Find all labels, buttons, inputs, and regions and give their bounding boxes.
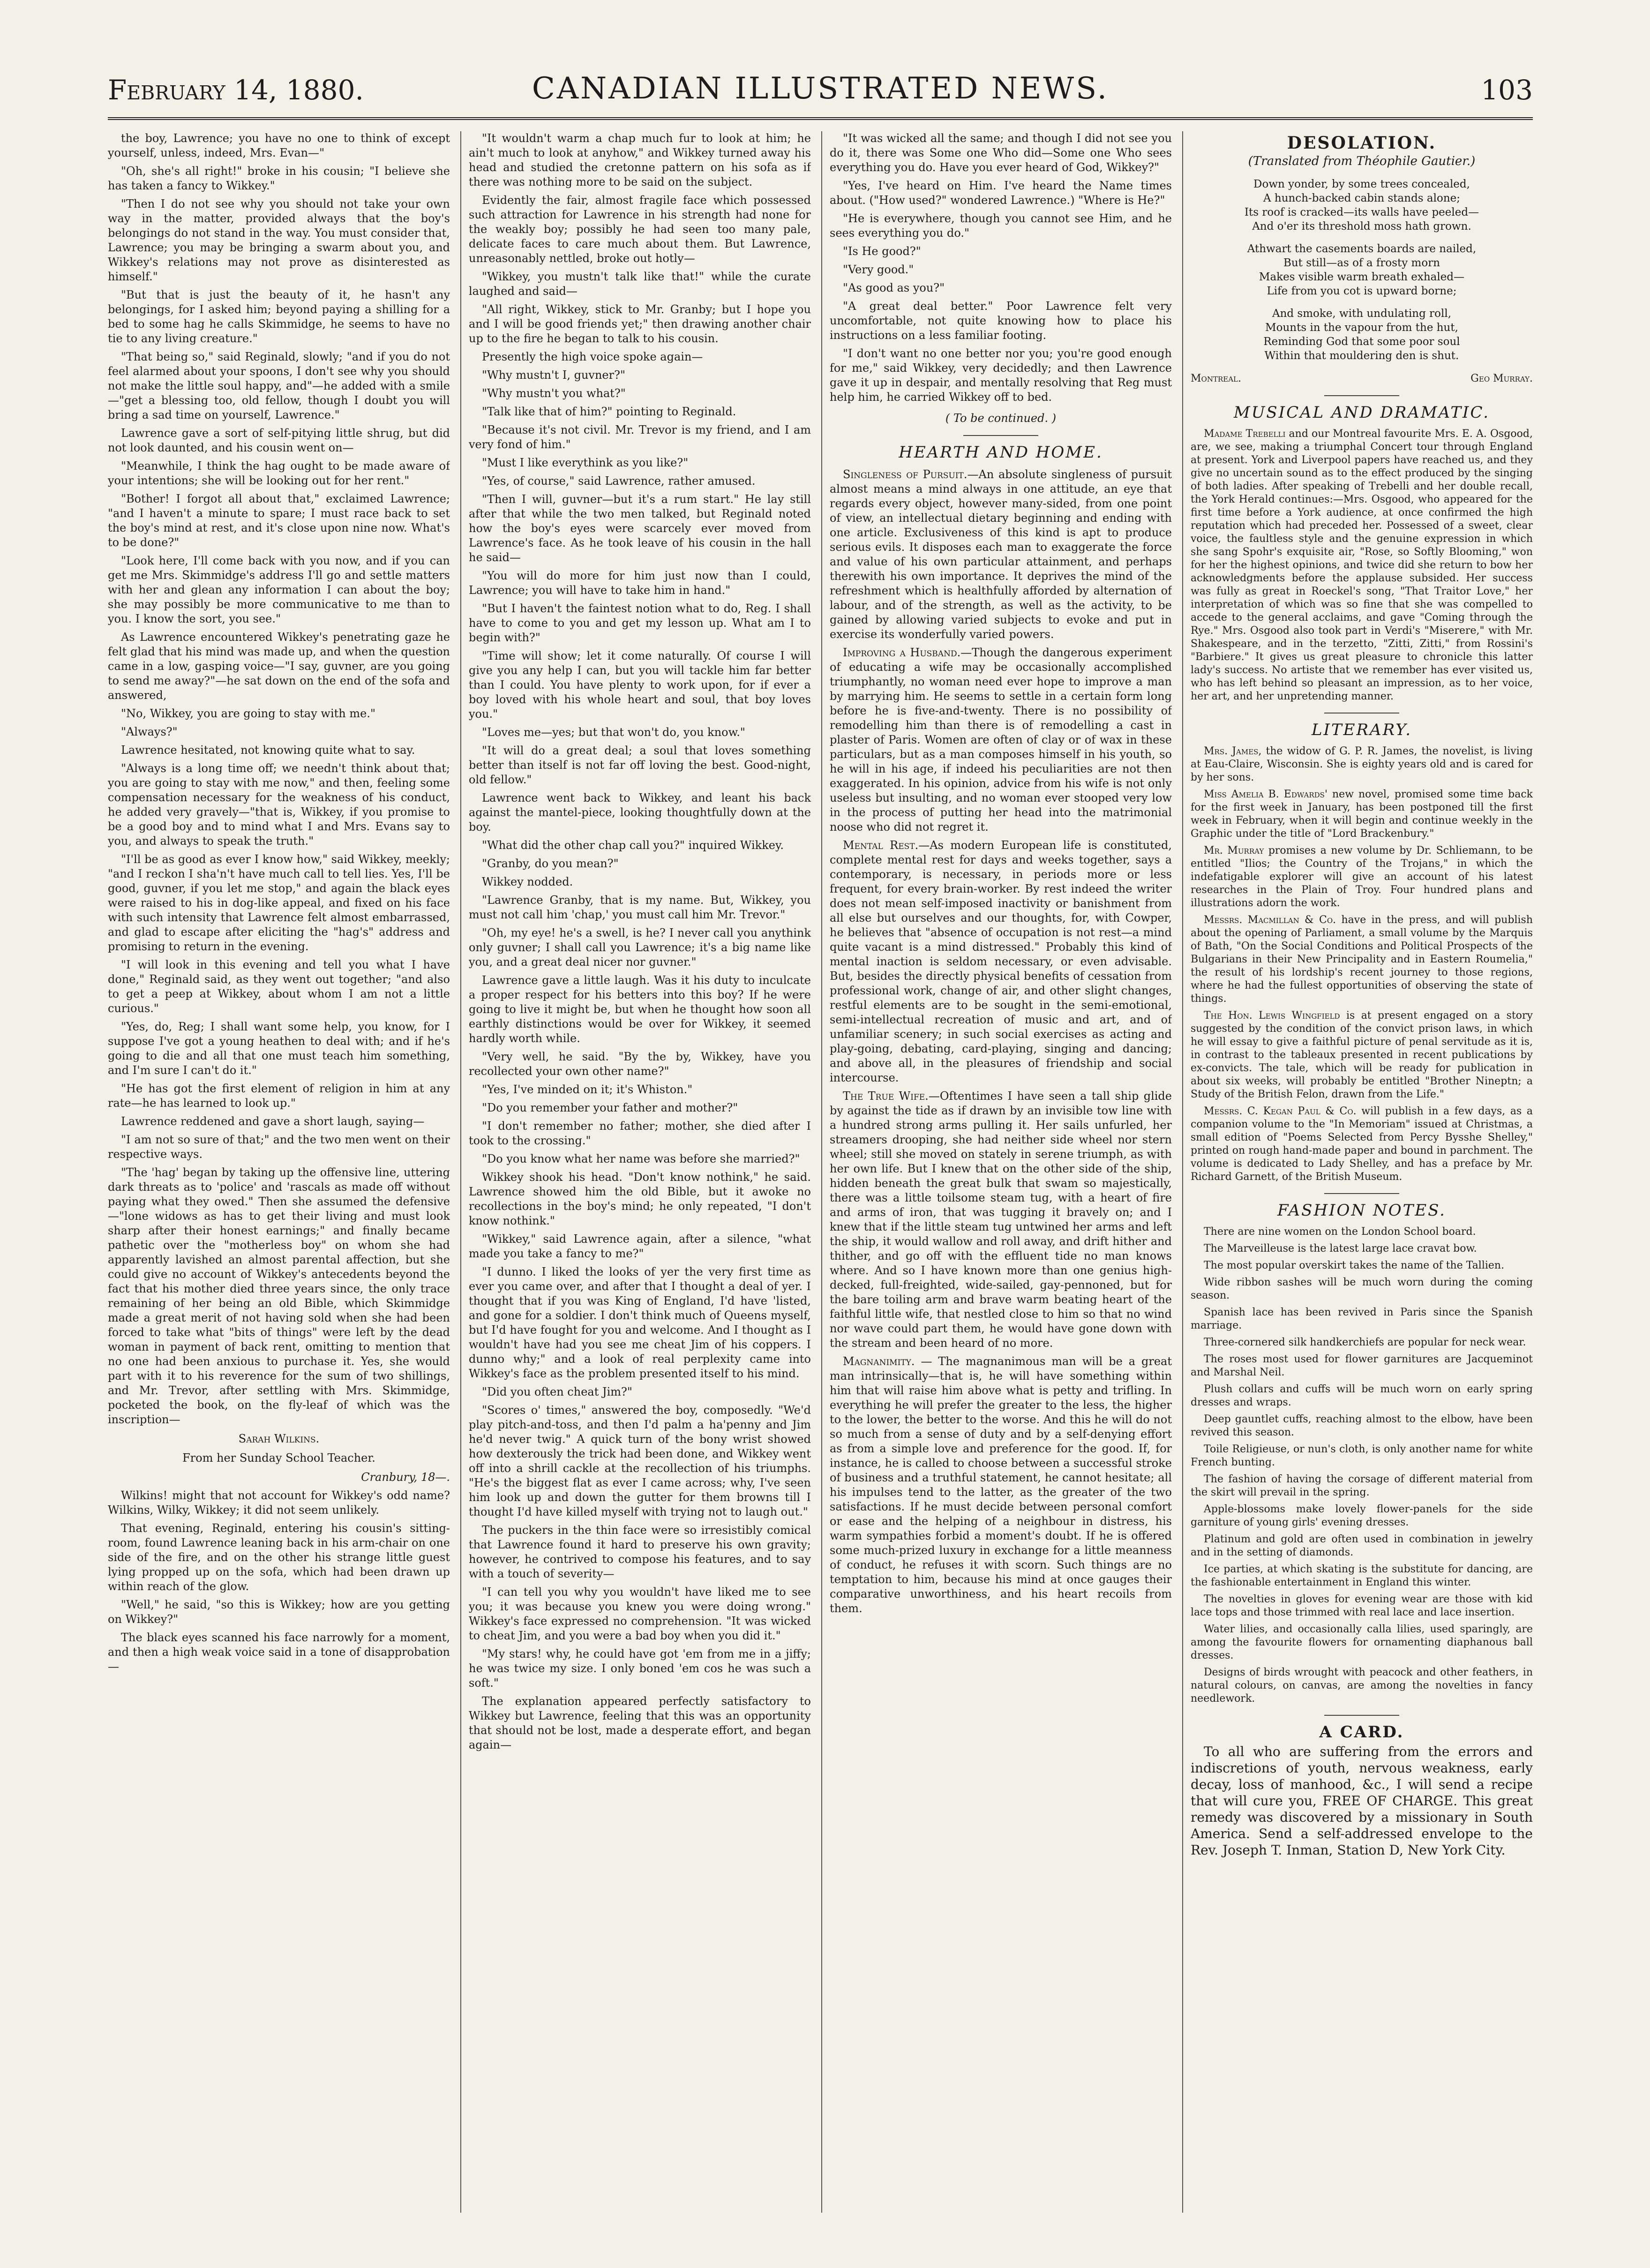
paragraph: "Yes, I've minded on it; it's Whiston." — [482, 1083, 693, 1096]
fashion-item: Water lilies, and occasionally calla lilies, used sparingly, are among the favourite flowers for ornamenting diaphanous ball dresses. — [1191, 1623, 1533, 1661]
paragraph: "Meanwhile, I think the hag ought to be made aware of your intentions; she will be looking out for her rent." — [108, 459, 450, 487]
hearth-text: — The magnanimous man will be a great man intrinsically—that is, he will have something within him that will raise him above what is petty and trifling. In everything he will prefer the greater to the less, the higher to the lower, the better to the worse. And this he will do not so much from a sense of duty and by a self-denying effort as from a simple love and preference for the good. If, for instance, he is called to choose between a successful stroke of business and a truthful statement, he cannot hesitate; all his impulses tend to the latter, as the greater of the two satisfactions. If he must decide between personal comfort or ease and the helping of a neighbour in distress, his warm sympathies forbid a moment's doubt. If he is offered some much-prized luxury in exchange for a little meanness of conduct, he refuses it with scorn. Such things are no temptation to him, because his mind at once gauges their comparative unworthiness, and his heart recoils from them. — [830, 1355, 1172, 1615]
poem-stanza — [1191, 242, 1533, 298]
literary-item — [1191, 914, 1533, 1006]
fashion-item: Deep gauntlet cuffs, reaching almost to the elbow, have been revived this season. — [1191, 1413, 1533, 1438]
story-continuation — [108, 131, 450, 1427]
hearth-item — [830, 1089, 1172, 1351]
hearth-text: —Though the dangerous experiment of educating a wife may be occasionally accomplished triumphantly, no woman need ever hope to improve a man by marrying him. He seems to settle in a certain form long before he is five-and-twenty. There is no possibility of remodelling him than there is of remodelling a cast in plaster of Paris. Women are often of clay or of wax in these particulars, but as a man composes himself in his youth, so he will in his age, if indeed his peculiarities are not then exaggerated. In his opinion, advice from his wife is not only useless but insulting, and no woman ever stooped very low in the process of putting her head into the matrimonial noose who did not regret it. — [830, 646, 1172, 834]
musical-text: and our Montreal favourite Mrs. E. A. Osgood, are, we see, making a triumphal Concert tour through England at present. York and Liverpool papers have reached us, and they give no uncertain sound as to the effect produced by the singing of both ladies. After speaking of Trebelli and her double recall, the York Herald continues:—Mrs. Osgood, who appeared for the first time before a York audience, at once confirmed the high reputation which had preceded her. Possessed of a sweet, clear voice, the faultless style and the genuine expression in which she sang Spohr's exquisite air, "Rose, so Softly Blooming," won for her the highest opinions, and twice did she return to bow her acknowledgments before the applause subsided. Her success was fully as great in Roeckel's song, "That Traitor Love," her interpretation of which was so fine that she was compelled to accede to the general acclaims, and gave "Coming through the Rye." Mrs. Osgood also took part in Verdi's "Miserere," with Mr. Shakespeare, and in the terzetto, "Zitti, Zitti," from Rossini's "Barbiere." It gives us great pleasure to chronicle this latter lady's success. No artiste that we remember has ever visited us, who has left behind so pleasant an impression, as to her voice, her art, and her unpretending manner. — [1191, 428, 1533, 702]
paragraph: "Because it's not civil. Mr. Trevor is my friend, and I am very fond of him." — [469, 423, 811, 451]
paragraph: The black eyes scanned his face narrowly for a moment, and then a high weak voice said in a tone of disapprobation— — [108, 1631, 450, 1673]
fashion-item: Platinum and gold are often used in combination in jewelry and in the setting of diamonds. — [1191, 1533, 1533, 1558]
literary-lead: Messrs. Macmillan & Co. — [1204, 914, 1336, 926]
poem-title: DESOLATION. — [1287, 133, 1437, 153]
paragraph: "Do you remember your father and mother?" — [482, 1101, 738, 1114]
paragraph: "It was wicked all the same; and though I did not see you do it, there was Some one Who did—Some one Who sees everything you do. Have you ever heard of God, Wikkey?" — [830, 132, 1172, 174]
hearth-lead: Mental Rest. — [843, 839, 919, 852]
paragraph: "I can tell you why you wouldn't have liked me to see you; it was because you knew you were doing wrong." Wikkey's face expressed no comprehension. "It was wicked to cheat Jim, and you were a bad boy when you did it." — [469, 1585, 811, 1642]
poem-line: Athwart the casements boards are nailed, — [1247, 243, 1477, 255]
hearth-item — [830, 646, 1172, 834]
paragraph: "Very well, he said. "By the by, Wikkey, have you recollected your own other name?" — [469, 1050, 811, 1078]
fashion-item: The fashion of having the corsage of different material from the skirt will prevail in the spring. — [1191, 1473, 1533, 1498]
column-rule — [1182, 131, 1183, 2213]
paragraph: "I am not so sure of that;" and the two men went on their respective ways. — [108, 1133, 450, 1161]
paragraph: As Lawrence encountered Wikkey's penetrating gaze he felt glad that his mind was made up, and when the question came in a low, gasping voice—"I say, guvner, are you going to send me away?"—he sat down on the end of the sofa and answered, — [108, 631, 450, 702]
literary-lead: Mr. Murray — [1204, 845, 1264, 856]
poem-stanza — [1191, 307, 1533, 363]
poem-line: A hunch-backed cabin stands alone; — [1263, 192, 1461, 204]
poem-line: Mounts in the vapour from the hut, — [1265, 322, 1458, 334]
poem-footer — [1191, 371, 1533, 386]
literary-lead: Miss Amelia B. Edwards' — [1204, 789, 1328, 800]
poem-line: Down yonder, by some trees concealed, — [1253, 178, 1470, 190]
paragraph: "Did you often cheat Jim?" — [482, 1385, 632, 1398]
paragraph: "Loves me—yes; but that won't do, you know." — [482, 726, 745, 739]
hearth-items — [830, 467, 1172, 1616]
paragraph: "That being so," said Reginald, slowly; "and if you do not feel alarmed about your spoons, I don't see why you should not make the little soul happy, and"—he added with a smile—"get a blessing too, old fellow, though I doubt you will bring a sad time on yourself, Lawrence." — [108, 350, 450, 421]
literary-lead: The Hon. Lewis Wingfield — [1204, 1010, 1340, 1021]
paragraph: "Yes, of course," said Lawrence, rather amused. — [482, 474, 756, 488]
hearth-item — [830, 1354, 1172, 1616]
literary-text: new novel, promised some time back for the first week in January, has been postponed till the first week in February, when it will begin and continue weekly in the Graphic under the title of "Lord Brackenbury." — [1191, 789, 1533, 840]
paragraph: "No, Wikkey, you are going to stay with me." — [121, 707, 375, 720]
fashion-item: Plush collars and cuffs will be much worn on early spring dresses and wraps. — [1191, 1383, 1533, 1408]
divider — [1324, 1193, 1399, 1194]
inscription-from: From her Sunday School Teacher. — [182, 1451, 375, 1464]
issue-date: February 14, 1880. — [108, 74, 364, 106]
paragraph: The puckers in the thin face were so irresistibly comical that Lawrence found it hard to preserve his own gravity; however, he contrived to compose his features, and to say with a touch of severity— — [469, 1524, 811, 1580]
poem-line: And smoke, with undulating roll, — [1272, 308, 1452, 320]
musical-heading: MUSICAL AND DRAMATIC. — [1233, 403, 1490, 422]
divider — [963, 435, 1038, 436]
column-4 — [1191, 131, 1533, 2213]
story-paragraphs — [469, 131, 811, 1752]
paragraph: Lawrence hesitated, not knowing quite what to say. — [121, 743, 415, 757]
paragraph: "Then I do not see why you should not take your own way in the matter, provided always that the boy's belongings do not stand in the way. You must consider that, Lawrence; you may be bringing a swarm about you, and Wikkey's relations may not prove as disinterested as himself." — [108, 197, 450, 283]
literary-text: have in the press, and will publish about the opening of Parliament, a small volume by the Marquis of Bath, "On the Social Conditions and Political Prospects of the Bulgarians in their New Principality and in Eastern Roumelia," the result of his lordship's recent journey to those regions, where he had the fullest opportunities of observing the state of things. — [1191, 914, 1533, 1005]
paragraph: "It wouldn't warm a chap much fur to look at him; he ain't much to look at anyhow," and Wikkey turned away his head and studied the cretonne pattern on his sofa as if there was nothing more to be said on the subject. — [469, 132, 811, 188]
column-1 — [108, 131, 450, 2213]
paragraph: "He is everywhere, though you cannot see Him, and he sees everything you do." — [830, 212, 1172, 240]
hearth-text: —As modern European life is constituted, complete mental rest for days and weeks together, says a contemporary, is necessary, in periods more or less frequent, for every brain-worker. By rest indeed the writer does not mean self-imposed inactivity or banishment from all else but ourselves and our thoughts, for, with Cowper, he believes that "absence of occupation is not rest—a mind quite vacant is a mind distressed." Probably this kind of mental inaction is seldom necessary, or even advisable. But, besides the directly physical benefits of cessation from professional work, change of air, and other slight changes, restful elements are to be sought in the semi-emotional, semi-intellectual recreation of music and art, and of unfamiliar scenery; in such social exercises as acting and play-going, debating, card-playing, singing and dancing; and above all, in the pleasures of friendship and social intercourse. — [830, 839, 1172, 1084]
paragraph: "Granby, do you mean?" — [482, 857, 619, 870]
literary-item — [1191, 788, 1533, 841]
paragraph: "Well," he said, "so this is Wikkey; how are you getting on Wikkey?" — [108, 1598, 450, 1626]
fashion-item: There are nine women on the London School board. — [1204, 1226, 1476, 1238]
literary-text: promises a new volume by Dr. Schliemann, to be entitled "Ilios; the Country of the Trojans," in which the indefatigable explorer will give an account of his latest researches in the Plain of Troy. Four hundred plans and illustrations adorn the work. — [1191, 845, 1533, 909]
musical-article — [1191, 428, 1533, 703]
paragraph: "It will do a great deal; a soul that loves something better than itself is not far off loving the best. Good-night, old fellow." — [469, 744, 811, 786]
paragraph: "Oh, she's all right!" broke in his cousin; "I believe she has taken a fancy to Wikkey." — [108, 165, 450, 192]
paragraph: Wikkey shook his head. "Don't know nothink," he said. Lawrence showed him the old Bible, but it awoke no recollections in the boy's mind; he only repeated, "I don't know nothink." — [469, 1171, 811, 1227]
paragraph: That evening, Reginald, entering his cousin's sitting-room, found Lawrence leaning back in his arm-chair on one side of the fire, and on the other his strange little guest lying propped up on the sofa, which had been drawn up within reach of the glow. — [108, 1522, 450, 1593]
poem-line: But still—as of a frosty morn — [1283, 257, 1440, 269]
story-paragraphs — [830, 131, 1172, 405]
paragraph: "I don't remember no father; mother, she died after I took to the crossing." — [469, 1119, 811, 1147]
card-heading: A CARD. — [1319, 1723, 1404, 1742]
divider — [1324, 1715, 1399, 1716]
poem-stanzas — [1191, 177, 1533, 363]
literary-text: is at present engaged on a story suggested by the condition of the convict prison laws, in which he will essay to give a faithful picture of penal servitude as it is, in contrast to the tableaux presented in recent publications by ex-convicts. The tale, which will be ready for publication in about six weeks, will probably be entitled "Brother Nineptn; a Study of the British Felon, drawn from the Life." — [1191, 1010, 1533, 1100]
literary-heading: LITERARY. — [1311, 721, 1412, 739]
paragraph: "All right, Wikkey, stick to Mr. Granby; but I hope you and I will be good friends yet;" then drawing another chair up to the fire he began to talk to his cousin. — [469, 303, 811, 345]
poem-line: Reminding God that some poor soul — [1263, 336, 1460, 348]
paragraph: "Is He good?" — [843, 245, 921, 258]
columns — [108, 131, 1533, 2213]
page-number: 103 — [1481, 74, 1533, 106]
poem-line: And o'er its threshold moss hath grown. — [1252, 220, 1471, 233]
hearth-text: —An absolute singleness of pursuit almost means a mind always in one attitude, an eye that regards every object, however many-sided, from one point of view, an intellectual dietary beginning and ending with one article. Exclusiveness of this kind is apt to produce serious evils. It disposes each man to exaggerate the force and value of his own particular attainment, and perhaps therewith his own importance. It deprives the mind of the refreshment which is healthfully afforded by alternation of labour, and of the strength, as well as the activity, to be gained by allowing varied subjects to evoke and put in exercise its wonderfully varied powers. — [830, 468, 1172, 641]
musical-lead: Madame Trebelli — [1204, 428, 1286, 440]
paragraph: Lawrence went back to Wikkey, and leant his back against the mantel-piece, looking thoughtfully down at the boy. — [469, 791, 811, 834]
fashion-item: Toile Religieuse, or nun's cloth, is only another name for white French bunting. — [1191, 1443, 1533, 1468]
hearth-text: —Oftentimes I have seen a tall ship glide by against the tide as if drawn by an invisible tow line with a hundred strong arms pulling it. Her sails unfurled, her streamers drooping, she had neither side wheel nor stern wheel; still she moved on stately in serene triumph, as with her own life. But I knew that on the other side of the ship, hidden beneath the great bulk that swam so majestically, there was a little toilsome steam tug, with a heart of fire and arms of iron, that was tugging it bravely on; and I knew that if the little steam tug untwined her arms and left the ship, it would wallow and roll away, and drift hither and thither, and go off with the effluent tide no man knows where. And so I have known more than one genius high-decked, full-freighted, wide-sailed, gay-pennoned, but for the bare toiling arm and brave warm beating heart of the faithful little wife, that nestled close to him so that no wind nor wave could part them, he would have gone down with the stream and been heard of no more. — [830, 1089, 1172, 1350]
literary-item — [1191, 1009, 1533, 1101]
hearth-item — [830, 838, 1172, 1085]
divider — [1324, 395, 1399, 396]
paragraph: "Always?" — [121, 725, 178, 738]
literary-text: will publish in a few days, as a companion volume to the "In Memoriam" issued at Christmas, a small edition of "Poems Selected from Percy Bysshe Shelley," printed on rough hand-made paper and bound in parchment. The volume is dedicated to Lady Shelley, and has a preface by Mr. Richard Garnett, of the British Museum. — [1191, 1105, 1533, 1183]
literary-items — [1191, 745, 1533, 1184]
paragraph: "But that is just the beauty of it, he hasn't any belongings, for I asked him; beyond paying a shilling for a bed to some hag he calls Skimmidge, he seems to have no tie to any living creature." — [108, 288, 450, 345]
hearth-heading: HEARTH AND HOME. — [899, 443, 1103, 462]
fashion-item: Ice parties, at which skating is the substitute for dancing, are the fashionable entertainment in England this winter. — [1191, 1563, 1533, 1588]
paragraph: Lawrence gave a sort of self-pitying little shrug, but did not look daunted, and his cousin went on— — [108, 427, 450, 454]
hearth-lead: Magnanimity. — [843, 1355, 915, 1368]
paragraph: "Bother! I forgot all about that," exclaimed Lawrence; "and I haven't a minute to spare; I must race back to set the boy's mind at rest, and it's close upon nine now. What's to be done?" — [108, 492, 450, 549]
poem-line: Makes visible warm breath exhaled— — [1259, 271, 1465, 283]
poem-place: Montreal. — [1191, 373, 1241, 384]
column-2 — [469, 131, 811, 2213]
fashion-items — [1191, 1225, 1533, 1705]
paragraph: "He has got the first element of religion in him at any rate—he has learned to look up." — [108, 1082, 450, 1110]
fashion-item: Designs of birds wrought with peacock and other feathers, in natural colours, on canvas, are among the novelties in fancy needlework. — [1191, 1667, 1533, 1705]
paragraph: "Why mustn't you what?" — [482, 387, 626, 400]
fashion-item: The novelties in gloves for evening wear are those with kid lace tops and those trimmed with real lace and lace insertion. — [1191, 1593, 1533, 1618]
paragraph: Presently the high voice spoke again— — [482, 350, 703, 363]
paragraph: "Look here, I'll come back with you now, and if you can get me Mrs. Skimmidge's address I'll go and settle matters with her and glean any information I can about the boy; she may possibly be more communicative to me than to you. I know the sort, you see." — [108, 554, 450, 625]
poem-line: Within that mouldering den is shut. — [1264, 350, 1459, 362]
paragraph: Wikkey nodded. — [482, 875, 573, 888]
literary-item — [1191, 1105, 1533, 1184]
paragraph: "You will do more for him just now than I could, Lawrence; you will have to take him in hand." — [469, 569, 811, 597]
paragraph: Lawrence gave a little laugh. Was it his duty to inculcate a proper respect for his betters into this boy? If he were going to live it might be, but when he thought how soon all earthly distinctions would be over for Wikkey, it seemed hardly worth while. — [469, 974, 811, 1045]
literary-item — [1191, 844, 1533, 910]
fashion-item: The Marveilleuse is the latest large lace cravat bow. — [1204, 1243, 1477, 1254]
paragraph: "I don't want no one better nor you; you're good enough for me," said Wikkey, very decidedly; and then Lawrence gave it up in despair, and mentally resolving that Reg must help him, he carried Wikkey off to bed. — [830, 347, 1172, 404]
paragraph: "Talk like that of him?" pointing to Reginald. — [482, 405, 736, 418]
paragraph: "Wikkey," said Lawrence again, after a silence, "what made you take a fancy to me?" — [469, 1232, 811, 1260]
literary-item — [1191, 745, 1533, 784]
paragraph: "I'll be as good as ever I know how," said Wikkey, meekly; "and I reckon I sha'n't have much call to tell lies. Yes, I'll be good, guvner, if you let me stop," and again the black eyes were raised to his in dog-like appeal, and fixed on his face with such intensity that Lawrence felt almost embarrassed, and glad to escape after eliciting the "hag's" address and promising to return in the evening. — [108, 853, 450, 953]
literary-lead: Mrs. James, — [1204, 745, 1262, 757]
paragraph: "As good as you?" — [843, 281, 945, 294]
poem-stanza — [1191, 177, 1533, 233]
hearth-lead: Improving a Husband. — [843, 646, 961, 659]
paragraph: "A great deal better." Poor Lawrence felt very uncomfortable, not quite knowing how to place his instructions on a less familiar footing. — [830, 300, 1172, 342]
paragraph: "Lawrence Granby, that is my name. But, Wikkey, you must not call him 'chap,' you must call him Mr. Trevor." — [469, 894, 811, 921]
paragraph: "But I haven't the faintest notion what to do, Reg. I shall have to come to you and get my lesson up. What am I to begin with?" — [469, 602, 811, 644]
hearth-item — [830, 467, 1172, 642]
paragraph: "Scores o' times," answered the boy, composedly. "We'd play pitch-and-toss, and then I'd palm a ha'penny and Jim he'd never twig." A quick turn of the bony wrist showed how dexterously the trick had been done, and Wikkey went off into a shrill cackle at the recollection of his triumphs. "He's the biggest flat as ever I came across; why, I've seen him look up and down the gutter for them browns till I thought I'd have killed myself with trying not to laugh out." — [469, 1404, 811, 1518]
inscription-name: Sarah Wilkins. — [238, 1432, 320, 1445]
paragraph: "My stars! why, he could have got 'em from me in a jiffy; he was twice my size. I only boned 'em cos he was such a soft." — [469, 1647, 811, 1690]
fashion-item: Wide ribbon sashes will be much worn during the coming season. — [1191, 1277, 1533, 1301]
paragraph: "I will look in this evening and tell you what I have done," Reginald said, as they went out together; "and also to get a peep at Wikkey, about whom I am not a little curious." — [108, 958, 450, 1015]
column-rule — [460, 131, 461, 2213]
literary-text: the widow of G. P. R. James, the novelist, is living at Eau-Claire, Wisconsin. She is eighty years old and is cared for by her sons. — [1191, 745, 1533, 783]
hearth-lead: The True Wife. — [843, 1089, 929, 1103]
card-text: To all who are suffering from the errors and indiscretions of youth, nervous weakness, early decay, loss of manhood, &c., I will send a recipe that will cure you, FREE OF CHARGE. This great remedy was discovered by a missionary in South America. Send a self-addressed envelope to the Rev. Joseph T. Inman, Station D, New York City. — [1191, 1744, 1533, 1858]
paper-title: CANADIAN ILLUSTRATED NEWS. — [532, 71, 1109, 106]
paragraph: "Oh, my eye! he's a swell, is he? I never call you anythink only guvner; I shall call you Lawrence; it's a big name like you, and a great deal nicer nor guvner." — [469, 926, 811, 969]
column-3 — [830, 131, 1172, 2213]
poem-subtitle: (Translated from Théophile Gautier.) — [1248, 154, 1476, 168]
paragraph: "Time will show; let it come naturally. Of course I will give you any help I can, but you will tackle him far better than I could. You have plenty to work upon, for if ever a boy loved with his whole heart and soul, that boy loves you." — [469, 649, 811, 721]
fashion-heading: FASHION NOTES. — [1277, 1201, 1446, 1220]
hearth-lead: Singleness of Pursuit. — [843, 468, 968, 481]
paragraph: Lawrence reddened and gave a short laugh, saying— — [121, 1115, 425, 1128]
paragraph: "Very good." — [843, 263, 914, 276]
newspaper-page — [108, 66, 1533, 2222]
paragraph: "Must I like everythink as you like?" — [482, 456, 689, 469]
paragraph: "What did the other chap call you?" inquired Wikkey. — [482, 839, 784, 852]
paragraph: "Yes, I've heard on Him. I've heard the Name times about. ("How used?" wondered Lawrence.) "Where is He?" — [830, 179, 1172, 207]
poem-line: Its roof is cracked—its walls have peeled— — [1244, 206, 1479, 218]
to-be-continued: ( To be continued. ) — [945, 412, 1057, 425]
fashion-item: The roses most used for flower garnitures are Jacqueminot and Marshal Neil. — [1191, 1353, 1533, 1378]
paragraph: "The 'hag' began by taking up the offensive line, uttering dark threats as to 'police' and 'rascals as made off without paying what they owed." Then she assumed the defensive—"lone widows as has to get their living and must look sharp after their honest earnings;" and finally became pathetic over the "motherless boy" on whom she had apparently lavished an almost parental affection, but she could give no account of Wikkey's antecedents beyond the fact that his mother died three years since, the only trace remaining of her being an old Bible, which Skimmidge made a great merit of not having sold when she had been forced to take what "bits of things" were left by the dead woman in payment of back rent, omitting to mention that no one had been anxious to purchase it. Yes, she would part with it to his reverence for the sum of two shillings, and Mr. Trevor, after settling with Mrs. Skimmidge, pocketed the book, on the fly-leaf of which was the inscription— — [108, 1166, 450, 1426]
paragraph: "Do you know what her name was before she married?" — [482, 1152, 800, 1165]
paragraph: the boy, Lawrence; you have no one to think of except yourself, unless, indeed, Mrs. Evan—" — [108, 132, 450, 159]
paragraph: "Yes, do, Reg; I shall want some help, you know, for I suppose I've got a young heathen to deal with; and if he's going to die and all that one must teach him something, and I'm sure I can't do it." — [108, 1020, 450, 1077]
paragraph: "Always is a long time off; we needn't think about that; you are going to stay with me now," and then, feeling some compensation necessary for the weakness of his conduct, he added very gravely—"that is, Wikkey, if you promise to be a good boy and to mind what I and Mrs. Evans say to you, and always to speak the truth." — [108, 762, 450, 848]
paragraph: "Then I will, guvner—but it's a rum start." He lay still after that while the two men talked, but Reginald noted how the boy's eyes were scarcely ever moved from Lawrence's face. As he took leave of his cousin in the hall he said— — [469, 493, 811, 564]
story-paragraphs — [108, 1488, 450, 1674]
paragraph: Evidently the fair, almost fragile face which possessed such attraction for Lawrence in his strength had none for the weakly boy; possibly he had seen too many pale, delicate faces to care much about them. But Lawrence, unreasonably nettled, broke out hotly— — [469, 194, 811, 265]
poem-line: Life from you cot is upward borne; — [1267, 285, 1457, 297]
paragraph: "I dunno. I liked the looks of yer the very first time as ever you came over, and after that I thought a deal of yer. I thought that if you was King of England, I'd have 'listed, and gone for a soldier. I don't think much of Queens myself, but I'd have fought for you and welcome. And I thought as I wouldn't have had you see me cheat Jim of his coppers. I dunno why;" and a look of real perplexity came into Wikkey's face as the problem presented itself to his mind. — [469, 1265, 811, 1380]
paragraph: "Why mustn't I, guvner?" — [482, 368, 626, 382]
fashion-item: Spanish lace has been revived in Paris since the Spanish marriage. — [1191, 1307, 1533, 1331]
masthead — [108, 66, 1533, 120]
paragraph: The explanation appeared perfectly satisfactory to Wikkey but Lawrence, feeling that this was an opportunity that should not be lost, made a desperate effort, and began again— — [469, 1695, 811, 1751]
column-rule — [821, 131, 822, 2213]
fashion-item: The most popular overskirt takes the name of the Tallien. — [1204, 1260, 1505, 1271]
paragraph: Wilkins! might that not account for Wikkey's odd name? Wilkins, Wilky, Wikkey; it did not seem unlikely. — [108, 1489, 450, 1517]
inscription-place: Cranbury, 18—. — [361, 1471, 450, 1484]
fashion-item: Apple-blossoms make lovely flower-panels for the side garniture of young girls' evening dresses. — [1191, 1503, 1533, 1528]
fashion-item: Three-cornered silk handkerchiefs are popular for neck wear. — [1204, 1337, 1526, 1348]
poem-author: Geo Murray. — [1470, 373, 1533, 384]
literary-lead: Messrs. C. Kegan Paul & Co. — [1204, 1105, 1357, 1117]
paragraph: "Wikkey, you mustn't talk like that!" while the curate laughed and said— — [469, 270, 811, 298]
